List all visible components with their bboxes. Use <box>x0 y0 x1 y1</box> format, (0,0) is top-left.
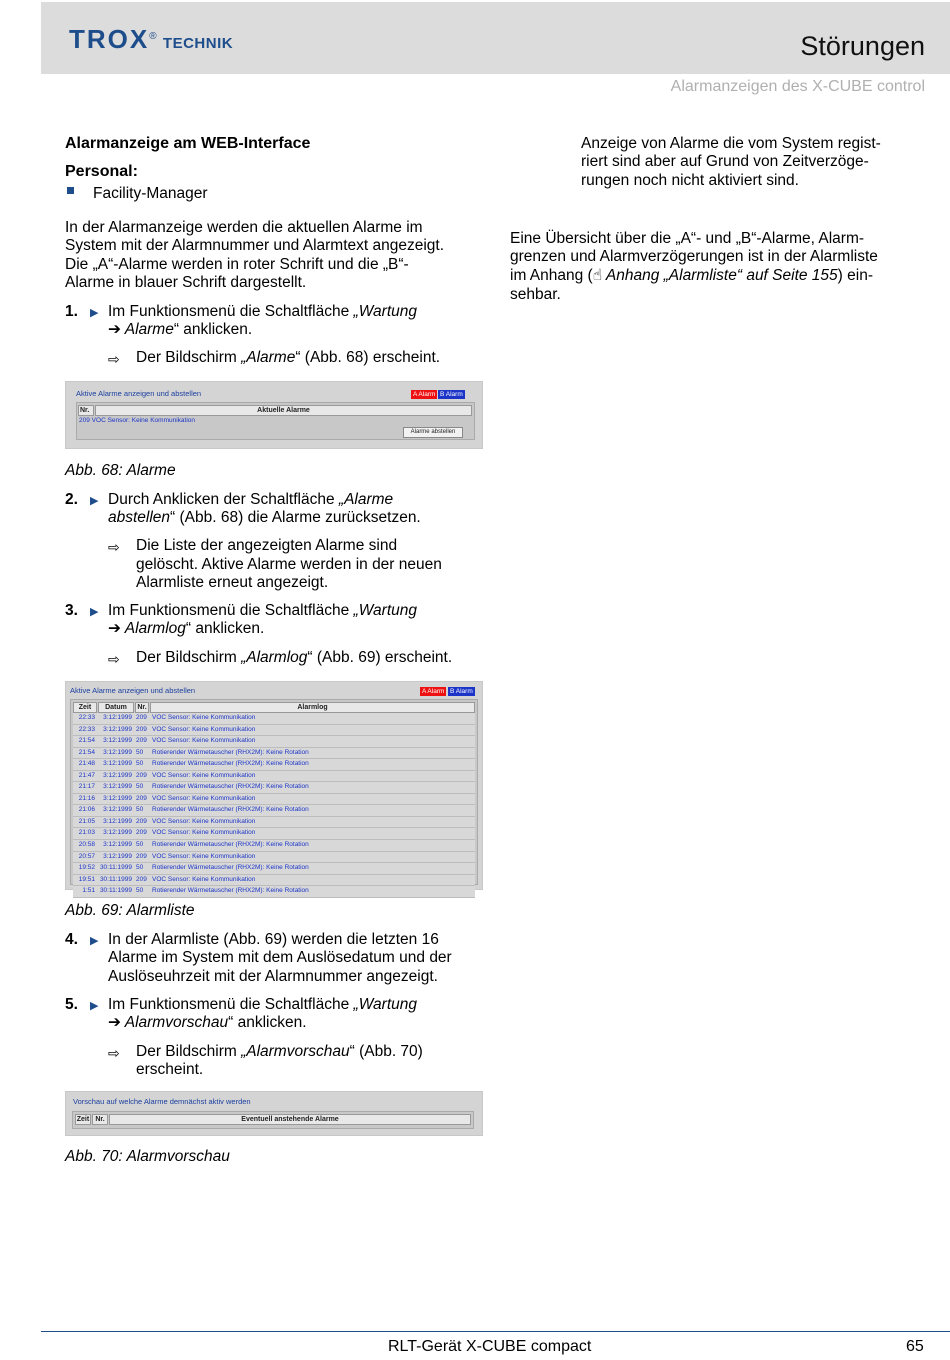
step-number: 1. <box>65 303 78 320</box>
personal-item: Facility-Manager <box>93 185 208 202</box>
triangle-right-icon: ▶ <box>90 1000 99 1012</box>
alarmlog-row <box>73 725 475 737</box>
triangle-right-icon: ▶ <box>90 307 99 319</box>
result-arrow-icon: ⇨ <box>108 651 120 667</box>
alarmlog-row <box>73 840 475 852</box>
row-nr: 209 <box>136 725 147 733</box>
result-text <box>136 1043 486 1062</box>
row-text: Rotierender Wärmetauscher (RHX2M): Keine Rotation <box>152 887 309 895</box>
fig68-table <box>76 402 475 440</box>
step-text <box>108 620 493 639</box>
overview-line: sehbar. <box>510 286 561 303</box>
step-text <box>108 491 493 510</box>
alarmlog-row <box>73 852 475 864</box>
fig68-title: Aktive Alarme anzeigen und abstellen <box>76 389 202 398</box>
intro-line: System mit der Alarmnummer und Alarmtext angezeigt. <box>65 237 445 254</box>
row-nr: 209 <box>136 817 147 825</box>
row-text: Rotierender Wärmetauscher (RHX2M): Keine Rotation <box>152 748 309 756</box>
row-datum: 30:11:1999 <box>99 864 132 872</box>
row-datum: 3:12:1999 <box>103 794 132 802</box>
row-datum: 30:11:1999 <box>99 887 132 895</box>
row-nr: 50 <box>136 806 144 814</box>
overview-line: grenzen und Alarmverzögerungen ist in der Alarmliste <box>510 248 878 265</box>
step-text-italic: Alarmvorschau <box>121 1014 229 1031</box>
row-text: Rotierender Wärmetauscher (RHX2M): Keine Rotation <box>152 864 309 872</box>
figure-caption: Abb. 69: Alarmliste <box>65 902 195 919</box>
row-zeit: 21:05 <box>78 817 95 825</box>
row-zeit: 22:33 <box>78 725 95 733</box>
row-datum: 3:12:1999 <box>103 737 132 745</box>
row-datum: 3:12:1999 <box>103 760 132 768</box>
note-line: Anzeige von Alarme die vom System regist- <box>581 135 881 152</box>
row-text: Rotierender Wärmetauscher (RHX2M): Keine Rotation <box>152 841 309 849</box>
fig69-col-datum: Datum <box>98 702 134 713</box>
step-number: 3. <box>65 602 78 619</box>
step-text-italic: „Wartung <box>353 996 418 1013</box>
row-nr: 50 <box>136 887 144 895</box>
result-text: Alarmliste erneut angezeigt. <box>136 574 329 591</box>
step-text <box>108 321 493 340</box>
logo-registered: ® <box>149 31 157 42</box>
badge-a-alarm: A Alarm <box>422 688 445 695</box>
figure-caption: Abb. 68: Alarme <box>65 462 176 479</box>
overview-line <box>510 267 873 286</box>
alarmlog-row <box>73 736 475 748</box>
step-text <box>108 303 493 322</box>
step-text-part: Im Funktionsmenü die Schaltfläche <box>108 303 354 320</box>
intro-line: In der Alarmanzeige werden die aktuellen Alarme im <box>65 219 423 236</box>
alarmlog-row <box>73 805 475 817</box>
row-zeit: 21:54 <box>78 737 95 745</box>
overview-part: im Anhang ( <box>510 267 593 284</box>
alarmlog-row <box>73 886 475 898</box>
page-number: 65 <box>906 1338 924 1355</box>
row-text: VOC Sensor: Keine Kommunikation <box>152 714 256 721</box>
section-heading: Alarmanzeige am WEB-Interface <box>65 135 311 152</box>
row-text: Rotierender Wärmetauscher (RHX2M): Keine Rotation <box>152 806 309 814</box>
step-number: 5. <box>65 996 78 1013</box>
figure-caption: Abb. 70: Alarmvorschau <box>65 1148 230 1165</box>
row-nr: 209 <box>136 737 147 745</box>
row-nr: 209 <box>136 852 147 860</box>
fig70-table <box>72 1111 474 1129</box>
arrow-right-icon: ➔ <box>108 620 121 637</box>
step-text-part: Im Funktionsmenü die Schaltfläche <box>108 996 354 1013</box>
alarmlog-row <box>73 875 475 887</box>
alarmlog-row <box>73 782 475 794</box>
row-text: VOC Sensor: Keine Kommunikation <box>152 852 256 860</box>
row-nr: 209 <box>136 875 147 883</box>
row-zeit: 1:51 <box>82 887 95 895</box>
personal-label: Personal: <box>65 163 138 180</box>
result-part: “ (Abb. 70) <box>349 1043 423 1060</box>
row-text: VOC Sensor: Keine Kommunikation <box>152 875 256 883</box>
triangle-right-icon: ▶ <box>90 935 99 947</box>
step-text-part: “ (Abb. 68) die Alarme zurücksetzen. <box>170 509 421 526</box>
row-zeit: 21:48 <box>78 760 95 768</box>
row-text: VOC Sensor: Keine Kommunikation <box>152 817 256 825</box>
row-nr: 50 <box>136 864 144 872</box>
row-datum: 3:12:1999 <box>103 748 132 756</box>
row-zeit: 22:33 <box>78 714 95 721</box>
step-text <box>108 996 493 1015</box>
result-arrow-icon: ⇨ <box>108 1045 120 1061</box>
result-part: Der Bildschirm <box>136 1043 242 1060</box>
alarmlog-row <box>73 817 475 829</box>
arrow-right-icon: ➔ <box>108 321 121 338</box>
alarmlog-row <box>73 713 475 725</box>
row-nr: 209 <box>136 829 147 837</box>
appendix-link[interactable]: Anhang „Alarmliste“ auf Seite 155 <box>602 267 838 284</box>
note-line: rungen noch nicht aktiviert sind. <box>581 172 799 189</box>
alarmlog-row <box>73 863 475 875</box>
row-text: Rotierender Wärmetauscher (RHX2M): Keine Rotation <box>152 783 309 791</box>
result-part: “ (Abb. 69) erscheint. <box>307 649 453 666</box>
fig70-col-nr: Nr. <box>92 1114 108 1125</box>
row-datum: 3:12:1999 <box>103 817 132 825</box>
bullet-icon <box>67 187 74 194</box>
row-datum: 3:12:1999 <box>103 783 132 791</box>
alarmlog-row <box>73 759 475 771</box>
alarmlog-row <box>73 828 475 840</box>
step-number: 2. <box>65 491 78 508</box>
step-text-italic: Alarme <box>121 321 174 338</box>
result-text <box>136 349 486 368</box>
step-text-italic: „Alarme <box>338 491 394 508</box>
result-italic: „Alarme <box>241 349 296 366</box>
row-text: Rotierender Wärmetauscher (RHX2M): Keine Rotation <box>152 760 309 768</box>
row-datum: 3:12:1999 <box>103 829 132 837</box>
step-text-part: Durch Anklicken der Schaltfläche <box>108 491 339 508</box>
note-line: riert sind aber auf Grund von Zeitverzöge- <box>581 153 869 170</box>
fig68-screenshot <box>65 381 483 449</box>
fig70-title: Vorschau auf welche Alarme demnächst aktiv werden <box>73 1097 251 1106</box>
logo-main: TROX <box>69 24 150 54</box>
alarme-abstellen-button[interactable]: Alarme abstellen <box>403 427 463 438</box>
step-text <box>108 509 493 528</box>
row-zeit: 20:57 <box>78 852 95 860</box>
step-text: In der Alarmliste (Abb. 69) werden die letzten 16 <box>108 931 439 948</box>
subchapter-title: Alarmanzeigen des X-CUBE control <box>670 78 925 95</box>
result-italic: „Alarmlog <box>241 649 308 666</box>
pointing-hand-icon: ☝ <box>592 267 603 284</box>
overview-part: ) ein- <box>837 267 873 284</box>
result-arrow-icon: ⇨ <box>108 539 120 555</box>
trox-logo <box>69 24 234 54</box>
fig70-col-zeit: Zeit <box>76 1116 90 1123</box>
footer-divider <box>41 1331 950 1332</box>
fig69-rows <box>73 713 475 898</box>
row-zeit: 21:54 <box>78 748 95 756</box>
step-text <box>108 1014 493 1033</box>
row-nr: 50 <box>136 760 144 768</box>
badge-b-alarm: B Alarm <box>450 688 473 695</box>
row-nr: 50 <box>136 748 144 756</box>
result-text: gelöscht. Aktive Alarme werden in der neuen <box>136 556 442 573</box>
row-zeit: 19:51 <box>78 875 95 883</box>
step-text-italic: abstellen <box>108 509 171 526</box>
row-zeit: 20:58 <box>78 841 95 849</box>
triangle-right-icon: ▶ <box>90 495 99 507</box>
step-text-part: “ anklicken. <box>173 321 253 338</box>
result-arrow-icon: ⇨ <box>108 351 120 367</box>
fig69-table <box>70 699 478 895</box>
row-datum: 30:11:1999 <box>99 875 132 883</box>
row-datum: 3:12:1999 <box>103 852 132 860</box>
result-text: Die Liste der angezeigten Alarme sind <box>136 537 398 554</box>
row-datum: 3:12:1999 <box>103 725 132 733</box>
row-nr: 209 <box>79 417 90 424</box>
row-nr: 209 <box>136 771 147 779</box>
row-datum: 3:12:1999 <box>103 841 132 849</box>
row-datum: 3:12:1999 <box>103 771 132 779</box>
fig68-col-nr: Nr. <box>78 405 94 416</box>
step-text-part: “ anklicken. <box>228 1014 307 1031</box>
step-text: Alarme im System mit dem Auslösedatum und der <box>108 949 452 966</box>
result-part: Der Bildschirm <box>136 649 242 666</box>
row-nr: 209 <box>136 794 147 802</box>
step-text-part: “ anklicken. <box>185 620 265 637</box>
step-text-italic: „Wartung <box>353 602 418 619</box>
alarmlog-row <box>73 771 475 783</box>
fig69-col-zeit: Zeit <box>73 702 97 713</box>
result-part: Der Bildschirm <box>136 349 242 366</box>
triangle-right-icon: ▶ <box>90 606 99 618</box>
fig70-screenshot <box>65 1091 483 1136</box>
row-datum: 3:12:1999 <box>103 714 132 721</box>
row-nr: 50 <box>136 841 144 849</box>
row-zeit: 21:16 <box>78 794 95 802</box>
row-text: VOC Sensor: Keine Kommunikation <box>152 771 256 779</box>
fig68-row <box>79 416 195 425</box>
step-text-part: Im Funktionsmenü die Schaltfläche <box>108 602 354 619</box>
row-zeit: 21:47 <box>78 771 95 779</box>
row-text: VOC Sensor: Keine Kommunikation <box>152 794 256 802</box>
row-zeit: 21:17 <box>78 783 95 791</box>
result-part: “ (Abb. 68) erscheint. <box>295 349 441 366</box>
step-text: Auslöseuhrzeit mit der Alarmnummer angezeigt. <box>108 968 438 985</box>
step-text <box>108 602 493 621</box>
step-number: 4. <box>65 931 78 948</box>
chapter-title: Störungen <box>800 31 925 61</box>
fig69-title: Aktive Alarme anzeigen und abstellen <box>70 686 196 695</box>
row-nr: 50 <box>136 783 144 791</box>
fig69-screenshot <box>65 681 483 895</box>
fig69-col-text: Alarmlog <box>150 702 475 713</box>
step-text-italic: „Wartung <box>353 303 418 320</box>
row-nr: 209 <box>136 714 147 721</box>
alarmlog-row <box>73 794 475 806</box>
step-text-italic: Alarmlog <box>121 620 186 637</box>
result-text <box>136 649 486 668</box>
row-zeit: 21:03 <box>78 829 95 837</box>
row-text: VOC Sensor: Keine Kommunikation <box>152 725 256 733</box>
result-italic: „Alarmvorschau <box>241 1043 350 1060</box>
row-zeit: 19:52 <box>78 864 95 872</box>
overview-line: Eine Übersicht über die „A“- und „B“-Alarme, Alarm- <box>510 230 865 247</box>
badge-b-alarm: B Alarm <box>440 391 463 398</box>
logo-sub: TECHNIK <box>162 35 234 52</box>
row-zeit: 21:06 <box>78 806 95 814</box>
intro-line: Die „A“-Alarme werden in roter Schrift und die „B“- <box>65 256 409 273</box>
footer-title: RLT-Gerät X-CUBE compact <box>388 1338 592 1355</box>
row-text: VOC Sensor: Keine Kommunikation <box>152 829 256 837</box>
row-datum: 3:12:1999 <box>103 806 132 814</box>
intro-line: Alarme in blauer Schrift dargestellt. <box>65 274 307 291</box>
result-text: erscheint. <box>136 1061 204 1078</box>
alarmlog-row <box>73 748 475 760</box>
arrow-right-icon: ➔ <box>108 1014 121 1031</box>
fig68-col-text: Aktuelle Alarme <box>95 405 472 416</box>
row-text: VOC Sensor: Keine Kommunikation <box>91 417 195 424</box>
fig70-col-text: Eventuell anstehende Alarme <box>109 1114 471 1125</box>
row-text: VOC Sensor: Keine Kommunikation <box>152 737 256 745</box>
fig69-col-nr: Nr. <box>135 702 149 713</box>
badge-a-alarm: A Alarm <box>413 391 436 398</box>
